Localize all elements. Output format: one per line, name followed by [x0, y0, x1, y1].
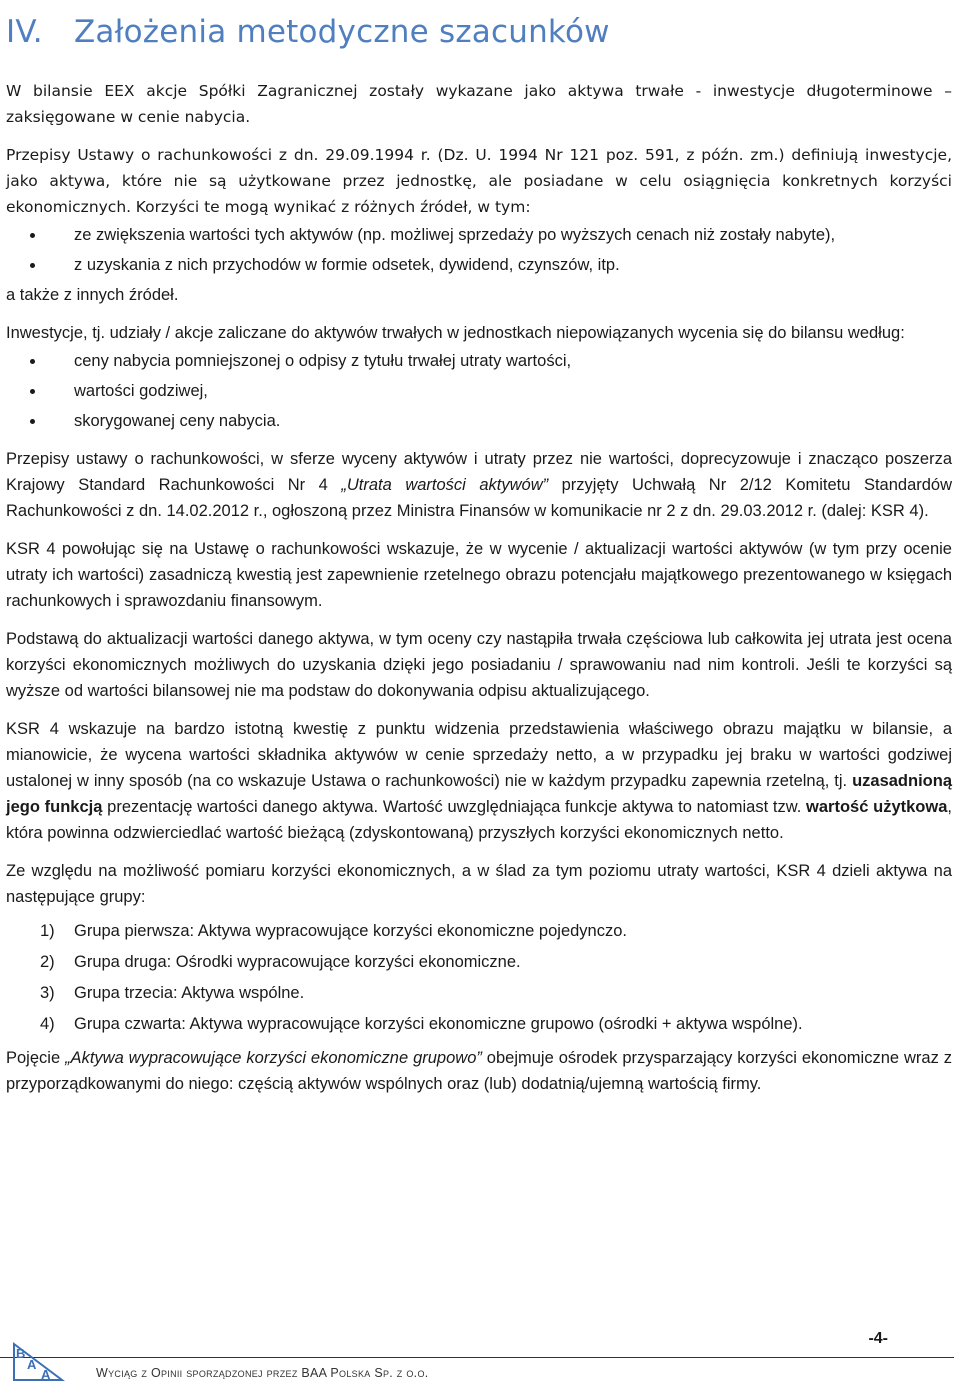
footer-caption: Wyciąg z Opinii sporządzonej przez BAA Polska Sp. z o.o.	[96, 1366, 429, 1380]
group-item	[6, 949, 952, 975]
paragraph-8-text-b: prezentację wartości danego aktywa. Wartość uwzględniająca funkcje aktywa to natomiast tzw.	[102, 798, 807, 816]
groups-list	[6, 918, 952, 1037]
group-item	[6, 980, 952, 1006]
group-item	[6, 1011, 952, 1037]
group-text: Grupa trzecia: Aktywa wspólne.	[74, 984, 305, 1002]
paragraph-4: Inwestycje, tj. udziały / akcje zaliczane do aktywów trwałych w jednostkach niepowiązanych wycenia się do bilansu według:	[6, 324, 905, 342]
group-item	[6, 918, 952, 944]
group-text: Grupa pierwsza: Aktywa wypracowujące korzyści ekonomiczne pojedynczo.	[74, 922, 627, 940]
list-item: ceny nabycia pomniejszonej o odpisy z tytułu trwałej utraty wartości,	[6, 348, 952, 374]
paragraph-7: Podstawą do aktualizacji wartości danego aktywa, w tym oceny czy nastąpiła trwała częściowa lub całkowita jej utrata jest ocena korzyści ekonomicznych możliwych do uzyskania dzięki jego posiadaniu / sprawowaniu nad nim kontroli. Jeśli te korzyści są wyższe od wartości bilansowej nie ma podstaw do dokonywania odpisu aktualizującego.	[6, 630, 952, 700]
svg-text:A: A	[41, 1367, 51, 1382]
paragraph-8	[6, 716, 952, 846]
group-text: Grupa czwarta: Aktywa wypracowujące korzyści ekonomiczne grupowo (ośrodki + aktywa wspólne).	[74, 1015, 803, 1033]
paragraph-5-text-a: Przepisy ustawy o rachunkowości, w sferze wyceny aktywów i utraty przez nie wartości, doprecyzowuje i znacząco poszerza Krajowy Standard Rachunkowości Nr 4	[6, 450, 952, 494]
paragraph-10-text-b: obejmuje ośrodek przysparzający korzyści ekonomiczne wraz z przyporządkowanymi do niego: częścią aktywów wspólnych oraz (lub) dodatnią/ujemną wartością firmy.	[6, 1049, 952, 1093]
section-title: Założenia metodyczne szacunków	[74, 14, 610, 50]
footer-divider	[0, 1357, 954, 1358]
paragraph-8-text-c: , która powinna odzwierciedlać wartość bieżącą (zdyskontowaną) przyszłych korzyści ekonomicznych netto.	[6, 798, 952, 842]
paragraph-2-part-b: Korzyści te mogą wynikać z różnych źródeł, w tym:	[135, 198, 531, 216]
paragraph-9: Ze względu na możliwość pomiaru korzyści ekonomicznych, a w ślad za tym poziomu utraty wartości, KSR 4 dzieli aktywa na następujące grupy:	[6, 862, 952, 906]
section-number: IV.	[6, 14, 43, 50]
paragraph-10-text-a: Pojęcie	[6, 1049, 66, 1067]
list-item: wartości godziwej,	[6, 378, 952, 404]
paragraph-3: a także z innych źródeł.	[6, 286, 179, 304]
group-number: 1)	[40, 922, 55, 940]
paragraph-2	[6, 142, 952, 220]
paragraph-10-italic: „Aktywa wypracowujące korzyści ekonomiczne grupowo”	[65, 1049, 482, 1067]
document-body	[6, 78, 952, 1109]
paragraph-10	[6, 1045, 952, 1097]
paragraph-8-text-a: KSR 4 wskazuje na bardzo istotną kwestię z punktu widzenia przedstawienia właściwego obrazu majątku w bilansie, a mianowicie, że wycena wartości składnika aktywów w cenie sprzedaży netto, a w przypadku jej braku w wartości godziwej ustalonej w inny sposób (na co wskazuje Ustawa o rachunkowości) nie w każdym przypadku zapewnia rzetelną, tj.	[6, 720, 952, 790]
sources-list	[6, 222, 952, 278]
list-item: z uzyskania z nich przychodów w formie odsetek, dywidend, czynszów, itp.	[6, 252, 952, 278]
paragraph-2-part-a: Przepisy Ustawy o rachunkowości z dn. 29.09.1994 r. (Dz. U. 1994 Nr 121 poz. 591, z późn. zm.) definiują inwestycje, jako aktywa, które nie są użytkowane przez jednostkę, ale posiadane w celu osiągnięcia konkretnych korzyści ekonomicznych.	[6, 146, 952, 216]
paragraph-8-bold-2: wartość użytkowa	[806, 798, 948, 816]
svg-text:B: B	[16, 1346, 26, 1361]
baa-logo-icon	[10, 1340, 66, 1384]
section-heading	[6, 14, 610, 50]
paragraph-5-italic: „Utrata wartości aktywów”	[341, 476, 549, 494]
group-number: 3)	[40, 984, 55, 1002]
paragraph-5-text-b: przyjęty Uchwałą Nr 2/12 Komitetu Standardów Rachunkowości z dn. 14.02.2012 r., ogłoszoną przez Ministra Finansów w komunikacie nr 2 z dn. 29.03.2012 r. (dalej: KSR 4).	[6, 476, 953, 520]
list-item: skorygowanej ceny nabycia.	[6, 408, 952, 434]
svg-text:A: A	[27, 1357, 37, 1372]
group-number: 2)	[40, 953, 55, 971]
list-item: ze zwiększenia wartości tych aktywów (np. możliwej sprzedaży po wyższych cenach niż zostały nabyte),	[6, 222, 952, 248]
paragraph-6: KSR 4 powołując się na Ustawę o rachunkowości wskazuje, że w wycenie / aktualizacji wartości aktywów (w tym przy ocenie utraty ich wartości) zasadniczą kwestią jest zapewnienie rzetelnego obrazu potencjału majątkowego prezentowanego w księgach rachunkowych i sprawozdaniu finansowym.	[6, 540, 952, 610]
paragraph-1: W bilansie EEX akcje Spółki Zagranicznej zostały wykazane jako aktywa trwałe - inwestycje długoterminowe – zaksięgowane w cenie nabycia.	[6, 82, 952, 126]
group-number: 4)	[40, 1015, 55, 1033]
page-number: -4-	[868, 1330, 888, 1347]
paragraph-8-bold-1: uzasadnioną jego funkcją	[6, 772, 952, 816]
valuation-list	[6, 348, 952, 434]
paragraph-5	[6, 446, 952, 524]
group-text: Grupa druga: Ośrodki wypracowujące korzyści ekonomiczne.	[74, 953, 521, 971]
